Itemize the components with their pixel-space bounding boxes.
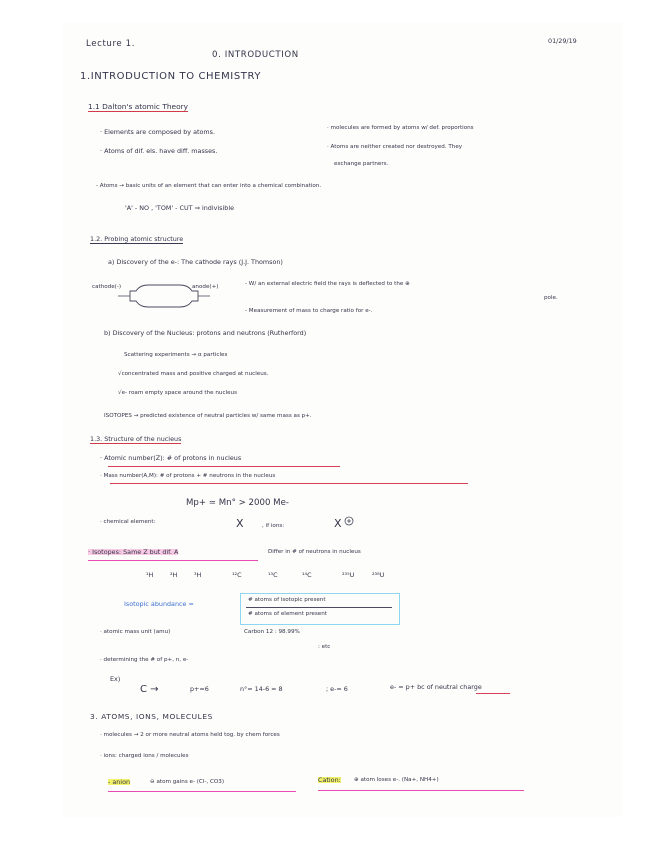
anion-text: ⊖ atom gains e- (Cl-, CO3) (150, 779, 225, 785)
etc-label: : etc (318, 644, 331, 650)
cathode-label: cathode(-) (92, 284, 122, 290)
abundance-numerator: # atoms of isotopic present (248, 597, 326, 603)
bullet-exchange: exchange partners. (334, 161, 389, 167)
isotope-13c: ¹³C (268, 571, 278, 579)
discovery-nucleus: b) Discovery of the Nucleus: protons and neutrons (Rutherford) (104, 329, 307, 337)
isotope-238u: ²³⁸U (372, 571, 385, 579)
if-ions-label: , if ions: (262, 523, 285, 529)
chemical-element-label: · chemical element: (100, 519, 156, 525)
chem-element-symbol: X (236, 517, 244, 530)
isotopes-predicted: ISOTOPES → predicted existence of neutral particles w/ same mass as p+. (104, 413, 312, 419)
section13-title: 1.3. Structure of the nucleus (90, 435, 182, 443)
isotope-12c: ¹²C (232, 571, 242, 579)
example-label: Ex) (110, 675, 121, 683)
example-electrons: ; e-= 6 (326, 685, 348, 693)
scattering-experiments: Scattering experiments → α particles (124, 352, 228, 358)
pole-label: pole. (544, 295, 558, 301)
carbon-abundance: Carbon 12 : 98.99% (244, 629, 300, 635)
isotope-2h: ²H (170, 571, 178, 579)
isotope-14c: ¹⁴C (302, 571, 312, 579)
isotopic-abundance-label: Isotopic abundance = (124, 600, 194, 608)
section11-title: 1.1 Dalton's atomic Theory (88, 102, 189, 111)
isotope-235u: ²³⁵U (342, 571, 355, 579)
isotopes-definition: · Isotopes: Same Z but dif. A (88, 548, 179, 556)
positive-charge-icon (344, 516, 354, 526)
example-protons: p+=6 (190, 685, 209, 693)
concentrated-mass: √concentrated mass and positive charged at nucleus. (118, 371, 269, 377)
discovery-electron: a) Discovery of the e-: The cathode rays (J.J. Thomson) (108, 258, 283, 266)
ions-def: · ions: charged ions / molecules (100, 753, 189, 759)
abundance-denominator: # atoms of element present (248, 611, 327, 617)
isotope-1h: ¹H (146, 571, 154, 579)
atoms-definition: - Atoms → basic units of an element that can enter into a chemical combination. (96, 183, 322, 189)
anode-label: anode(+) (192, 284, 219, 290)
anion-label: - anion (108, 778, 131, 786)
atomic-number: · Atomic number(Z): # of protons in nucleus (100, 454, 242, 462)
mass-equation: Mp+ ≃ Mn° > 2000 Me- (186, 498, 289, 508)
determining-label: · determining the # of p+, n, e- (100, 657, 189, 663)
section12-title: 1.2. Probing atomic structure (90, 235, 184, 243)
etymology: 'A' - NO , 'TOM' - CUT ⇒ indivisible (125, 204, 235, 212)
anion-underline (108, 791, 296, 792)
atomic-number-underline (108, 466, 340, 467)
empty-space: √e- roam empty space around the nucleus (118, 390, 237, 396)
cation-underline (318, 790, 524, 791)
section3-title: 3. ATOMS, IONS, MOLECULES (90, 712, 213, 721)
molecules-def: · molecules → 2 or more neutral atoms held tog. by chem forces (100, 732, 280, 738)
mass-charge-note: - Measurement of mass to charge ratio for e-. (245, 308, 373, 314)
isotopes-underline (88, 560, 258, 561)
section1-title: 1.INTRODUCTION TO CHEMISTRY (80, 71, 262, 82)
ion-symbol: X (334, 517, 342, 530)
electric-field-note: - W/ an external electric field the rays is deflected to the ⊕ (245, 281, 410, 287)
fraction-bar (246, 607, 392, 608)
example-note: e- = p+ bc of neutral charge (390, 683, 482, 691)
bullet-atoms-created: · Atoms are neither created nor destroyed. They (327, 144, 463, 150)
mass-number: · Mass number(A,M): # of protons + # neutrons in the nucleus (100, 473, 276, 479)
cation-text: ⊕ atom loses e-. (Na+, NH4+) (354, 777, 439, 783)
bullet-molecules: · molecules are formed by atoms w/ def. proportions (327, 125, 474, 131)
example-neutrons: n°= 14-6 = 8 (240, 685, 283, 693)
mass-number-underline (110, 483, 468, 484)
bullet-elements: · Elements are composed by atoms. (100, 128, 215, 136)
isotope-3h: ³H (194, 571, 202, 579)
example-carbon: C → (140, 684, 159, 695)
bullet-masses: · Atoms of dif. els. have diff. masses. (100, 147, 218, 155)
cation-label: Cation: (318, 776, 341, 784)
amu-label: · atomic mass unit (amu) (100, 629, 171, 635)
date-label: 01/29/19 (548, 37, 577, 45)
lecture-label: Lecture 1. (86, 39, 136, 49)
neutral-underline (476, 693, 510, 694)
intro-title: 0. INTRODUCTION (212, 50, 299, 60)
isotopes-differ: Differ in # of neutrons in nucleus (268, 549, 361, 555)
